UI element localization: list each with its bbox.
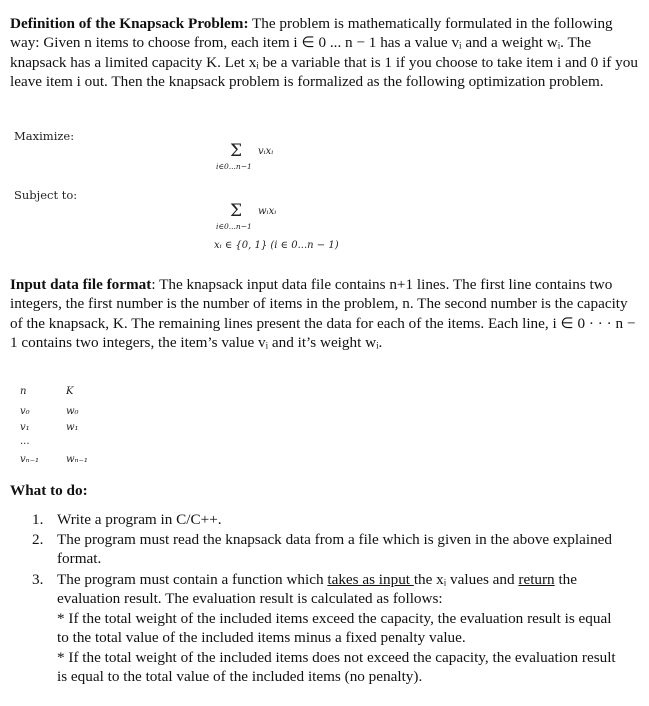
todo-item-3-number: 3. bbox=[32, 571, 44, 588]
input-format-paragraph bbox=[10, 275, 640, 353]
input-format-heading: Input data file format bbox=[10, 276, 152, 293]
objective-sum-symbol: Σ bbox=[230, 141, 243, 161]
todo-bullet-penalty: * If the total weight of the included items exceed the capacity, the evaluation result is equal to the total value of the included items minus a fixed penalty value. bbox=[57, 609, 612, 647]
todo-heading bbox=[10, 481, 88, 500]
todo-item-2-number: 2. bbox=[32, 531, 44, 548]
objective-term: vᵢxᵢ bbox=[258, 146, 274, 157]
file-row-3-col-1: v₁ bbox=[20, 422, 30, 433]
todo-bullet-no-penalty: * If the total weight of the included items does not exceed the capacity, the evaluation result is equal to the total value of the included items (no penalty). bbox=[57, 648, 616, 686]
todo-item-2-text: The program must read the knapsack data from a file which is given in the above explained format. bbox=[57, 531, 612, 568]
todo-item-3-underline-return: return bbox=[518, 571, 555, 588]
file-row-1-col-2: K bbox=[66, 386, 74, 397]
todo-heading-text: What to do: bbox=[10, 482, 88, 499]
maximize-label: Maximize: bbox=[14, 129, 75, 143]
todo-item-3-post: the evaluation result. The evaluation result is calculated as follows: bbox=[57, 571, 578, 608]
constraint-term: wᵢxᵢ bbox=[258, 206, 277, 217]
file-row-2-col-2: w₀ bbox=[66, 406, 79, 417]
file-row-1-col-1: n bbox=[20, 386, 27, 397]
todo-item-3-text bbox=[57, 570, 617, 686]
variable-domain: xᵢ ∈ {0, 1} (i ∈ 0...n − 1) bbox=[214, 240, 339, 251]
input-format-text: : The knapsack input data file contains n+1 lines. The first line contains two integers, the first number is the number of items in the problem, n. The second number is the capacity of the knapsack, K. The remaining lines present the data for each of the items. Each line, i ∈ 0 · · · n − 1 contains two integers, the item’s value vᵢ and it’s weight wᵢ. bbox=[10, 276, 636, 352]
file-row-3-col-2: w₁ bbox=[66, 422, 79, 433]
subject-to-label: Subject to: bbox=[14, 188, 78, 202]
file-row-2-col-1: v₀ bbox=[20, 406, 30, 417]
objective-range: i∈0...n−1 bbox=[216, 162, 252, 171]
definition-paragraph bbox=[10, 14, 640, 92]
constraint-range: i∈0...n−1 bbox=[216, 222, 252, 231]
todo-item-3-mid: the xᵢ values and bbox=[413, 571, 519, 588]
todo-item-3-underline-input: takes as input bbox=[327, 571, 414, 588]
definition-text: The problem is mathematically formulated in the following way: Given n items to choose from, each item i ∈ 0 ... n − 1 has a value vᵢ and a weight wᵢ. The knapsack has a limited capacity K. Let xᵢ be a variable that is 1 if you choose to take item i and 0 if you leave item i out. Then the knapsack problem is formalized as the following optimization problem. bbox=[10, 15, 638, 91]
todo-item-3-pre: The program must contain a function which bbox=[57, 571, 328, 588]
file-row-ellipsis: ... bbox=[20, 436, 30, 447]
file-row-last-col-2: wₙ₋₁ bbox=[66, 454, 88, 465]
definition-heading: Definition of the Knapsack Problem: bbox=[10, 15, 249, 32]
constraint-sum-symbol: Σ bbox=[230, 201, 243, 221]
todo-item-1-number: 1. bbox=[32, 511, 44, 528]
todo-item-1-text: Write a program in C/C++. bbox=[57, 511, 222, 528]
file-row-last-col-1: vₙ₋₁ bbox=[20, 454, 39, 465]
